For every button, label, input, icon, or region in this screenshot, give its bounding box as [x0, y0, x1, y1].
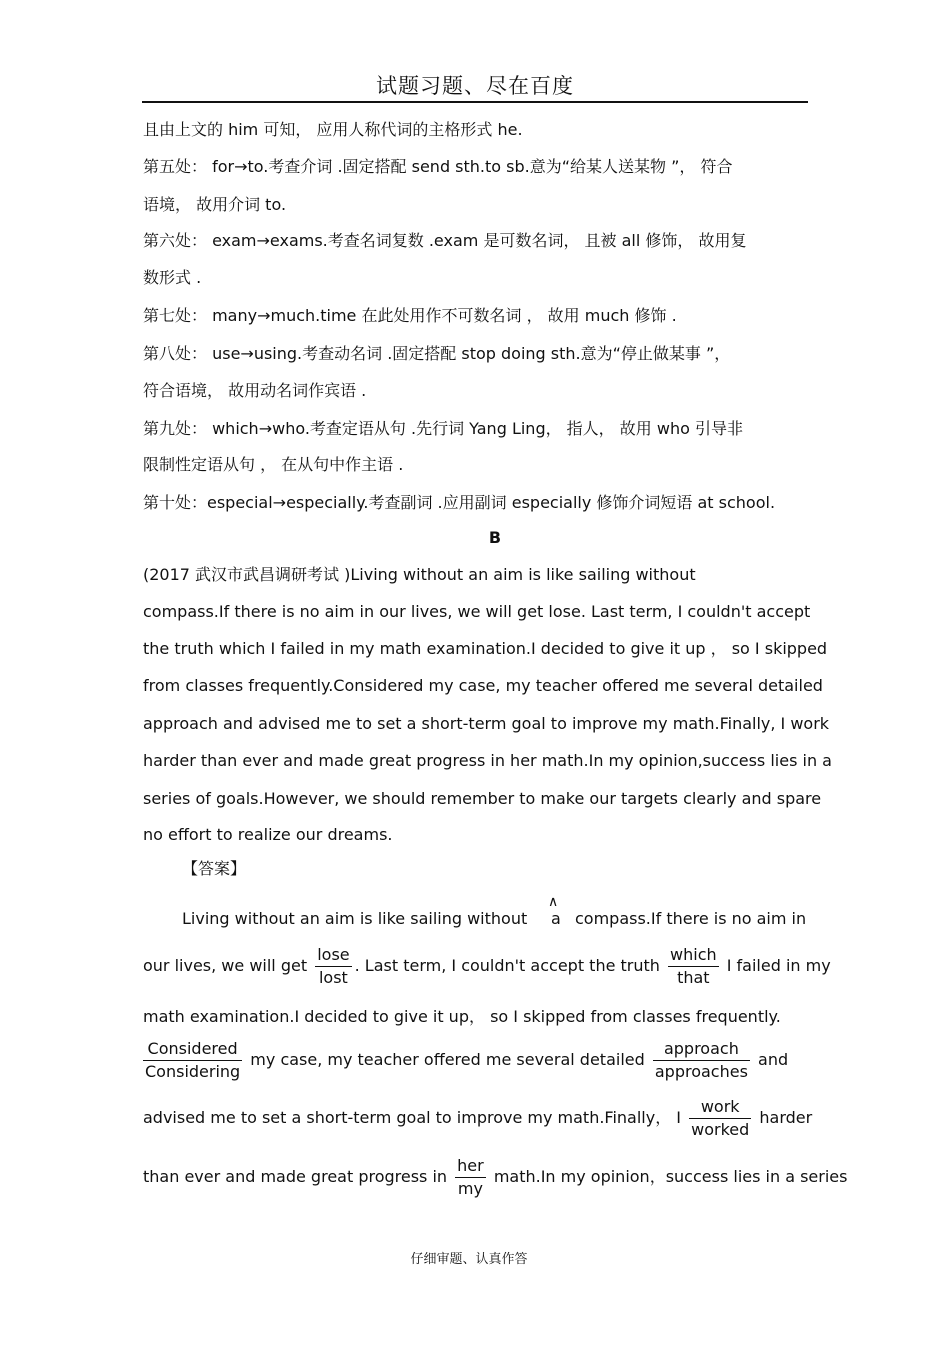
passage-line: approach and advised me to set a short-term goal to improve my math.Finally, I work	[143, 714, 830, 733]
answer-line-5	[143, 1096, 812, 1141]
answer-line-2	[143, 944, 831, 989]
answer-text: advised me to set a short-term goal to improve my math.Finally， I	[143, 1108, 682, 1127]
answer-label: 【答案】	[182, 859, 247, 878]
correction-old: my	[457, 1179, 483, 1198]
answer-insert-word: a	[551, 909, 561, 928]
explanation-line: 语境， 故用介词 to.	[143, 195, 287, 214]
correction-new: lose	[315, 944, 351, 967]
correction-considered	[143, 1038, 242, 1083]
answer-text: harder	[759, 1108, 813, 1127]
answer-text: . Last term, I couldn't accept the truth	[354, 956, 660, 975]
explanation-line: 符合语境， 故用动名词作宾语 .	[143, 381, 367, 400]
page-footer: 仔细审题、认真作答	[410, 1252, 528, 1267]
correction-which	[668, 944, 719, 989]
answer-text: math.In my opinion，success lies in a series	[493, 1167, 848, 1186]
explanation-line: 第十处：especial→especially.考查副词 .应用副词 especially 修饰介词短语 at school.	[143, 493, 776, 512]
answer-text: my case, my teacher offered me several detailed	[250, 1050, 645, 1069]
passage-line: from classes frequently.Considered my case, my teacher offered me several detailed	[143, 676, 823, 695]
correction-new: which	[668, 944, 719, 967]
passage-line: no effort to realize our dreams.	[143, 825, 393, 844]
explanation-line: 数形式 .	[143, 268, 202, 287]
header-divider	[142, 101, 808, 103]
correction-new: approach	[653, 1038, 750, 1061]
explanation-line: 且由上文的 him 可知， 应用人称代词的主格形式 he.	[143, 120, 523, 139]
correction-her	[455, 1155, 486, 1200]
correction-old: that	[677, 968, 710, 987]
passage-line: harder than ever and made great progress in her math.In my opinion,success lies in a	[143, 751, 832, 770]
explanation-line: 第五处： for→to.考查介词 .固定搭配 send sth.to sb.意为“给某人送某物 ”， 符合	[143, 157, 733, 176]
explanation-line: 第八处： use→using.考查动名词 .固定搭配 stop doing sth.意为“停止做某事 ”，	[143, 344, 731, 363]
explanation-line: 限制性定语从句 ， 在从句中作主语 .	[143, 455, 404, 474]
answer-line-1-pre: Living without an aim is like sailing without	[182, 909, 528, 928]
answer-line-4	[143, 1038, 788, 1083]
section-b-label: B	[488, 528, 502, 547]
passage-line: series of goals.However, we should remember to make our targets clearly and spare	[143, 789, 822, 808]
explanation-line: 第九处： which→who.考查定语从句 .先行词 Yang Ling， 指人， 故用 who 引导非	[143, 419, 743, 438]
passage-line: (2017 武汉市武昌调研考试 )Living without an aim is like sailing without	[143, 565, 696, 584]
passage-line: the truth which I failed in my math examination.I decided to give it up ， so I skipped	[143, 639, 828, 658]
answer-text: our lives, we will get	[143, 956, 308, 975]
answer-line-6	[143, 1155, 847, 1200]
correction-old: lost	[318, 968, 348, 987]
correction-old: Considering	[145, 1062, 241, 1081]
insertion-caret: ∧	[548, 894, 559, 910]
answer-text: I failed in my	[726, 956, 831, 975]
correction-new: work	[689, 1096, 751, 1119]
explanation-line: 第七处： many→much.time 在此处用作不可数名词 ， 故用 much 修饰 .	[143, 306, 677, 325]
correction-work	[689, 1096, 751, 1141]
correction-lose	[315, 944, 351, 989]
answer-text: and	[758, 1050, 789, 1069]
answer-text: than ever and made great progress in	[143, 1167, 448, 1186]
correction-new: Considered	[143, 1038, 242, 1061]
correction-approach	[653, 1038, 750, 1083]
answer-line-3: math examination.I decided to give it up， so I skipped from classes frequently.	[143, 1007, 781, 1026]
explanation-line: 第六处： exam→exams.考查名词复数 .exam 是可数名词， 且被 all 修饰， 故用复	[143, 231, 747, 250]
passage-line: compass.If there is no aim in our lives, we will get lose. Last term, I couldn't accept	[143, 602, 811, 621]
correction-old: worked	[691, 1120, 750, 1139]
page-header-title: 试题习题、尽在百度	[376, 74, 574, 98]
correction-new: her	[455, 1155, 486, 1178]
correction-old: approaches	[654, 1062, 748, 1081]
answer-line-1-post: compass.If there is no aim in	[575, 909, 807, 928]
